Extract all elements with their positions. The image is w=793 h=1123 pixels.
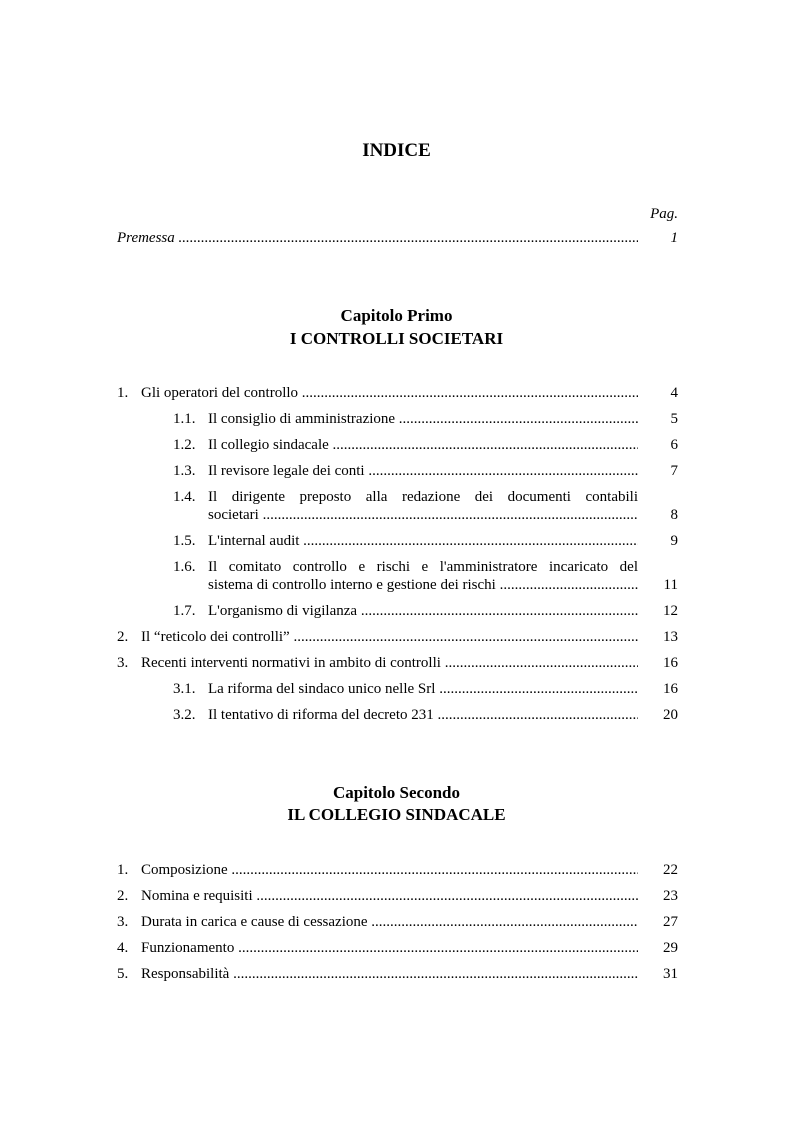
toc-entry-text: Il tentativo di riforma del decreto 231 ..... [208,706,638,724]
toc-entry[interactable] [117,861,678,879]
toc-entry[interactable] [173,558,678,594]
toc-entry-number: 1.1. [173,411,196,427]
toc-entry-number: 1.3. [173,463,196,479]
toc-entry-page: 9 [670,533,678,549]
toc-entry-number: 4. [117,940,129,956]
toc-entry[interactable] [117,939,678,957]
toc-entry-text: Responsabilità ..... [141,965,638,983]
toc-entry-text: La riforma del sindaco unico nelle Srl ..... [208,680,638,698]
toc-entry-page: 5 [670,411,678,427]
toc-entry-text: Il comitato controllo e rischi e l'amministratore incaricato del sistema di controllo interno e gestione dei rischi ..... [208,558,638,594]
toc-entry-text: Il collegio sindacale ..... [208,436,638,454]
toc-entry[interactable] [117,887,678,905]
toc-entry[interactable] [173,680,678,698]
toc-entry-number: 5. [117,966,129,982]
chapter-heading: Capitolo Primo [340,306,453,325]
toc-entry[interactable] [117,913,678,931]
toc-entry-page: 31 [663,966,678,982]
toc-entry-number: 1. [117,385,129,401]
toc-entry-number: 1.7. [173,603,196,619]
toc-entry[interactable] [173,436,678,454]
toc-entry-text: Premessa ..... [117,229,638,247]
toc-entry-text: Durata in carica e cause di cessazione ..... [141,913,638,931]
toc-entry-page: 12 [663,603,678,619]
toc-entry[interactable] [117,654,678,672]
toc-entry[interactable] [117,384,678,402]
chapter-heading: Capitolo Secondo [332,783,461,802]
toc-entry-premessa[interactable] [117,229,678,247]
toc-entry-text: Il revisore legale dei conti ..... [208,462,638,480]
toc-entry-text: Composizione ..... [141,861,638,879]
toc-entry-text: Recenti interventi normativi in ambito di controlli ..... [141,654,638,672]
toc-entry[interactable] [117,965,678,983]
toc-entry-page: 1 [670,230,678,246]
toc-entry-page: 22 [663,862,678,878]
chapter-subtitle: IL COLLEGIO SINDACALE [287,805,506,824]
toc-entry[interactable] [173,410,678,428]
page-column-label: Pag. [650,206,678,222]
toc-entry-text: Nomina e requisiti ..... [141,887,638,905]
toc-entry-number: 1.5. [173,533,196,549]
toc-entry-page: 11 [663,577,678,593]
toc-entry[interactable] [173,462,678,480]
toc-entry-number: 1.6. [173,559,196,575]
toc-entry-number: 1. [117,862,129,878]
toc-entry-page: 20 [663,707,678,723]
toc-entry-number: 1.2. [173,437,196,453]
toc-entry-number: 1.4. [173,489,196,505]
toc-entry-number: 3. [117,914,129,930]
toc-entry-number: 2. [117,629,129,645]
toc-entry[interactable] [173,532,678,550]
toc-entry[interactable] [117,628,678,646]
toc-entry-page: 16 [663,655,678,671]
toc-entry[interactable] [173,706,678,724]
chapter-subtitle: I CONTROLLI SOCIETARI [289,329,504,348]
toc-entry-page: 8 [670,507,678,523]
page-title: INDICE [362,140,431,161]
toc-entry-number: 3. [117,655,129,671]
toc-entry-page: 13 [663,629,678,645]
toc-entry[interactable] [173,488,678,524]
toc-entry-number: 3.2. [173,707,196,723]
toc-entry-text: L'organismo di vigilanza ..... [208,602,638,620]
toc-entry-text: Il dirigente preposto alla redazione dei documenti contabili societari ..... [208,488,638,524]
toc-entry-text: Il “reticolo dei controlli” ..... [141,628,638,646]
toc-entry[interactable] [173,602,678,620]
toc-entry-page: 6 [670,437,678,453]
toc-entry-text: Funzionamento ..... [141,939,638,957]
toc-entry-page: 23 [663,888,678,904]
toc-entry-text: Il consiglio di amministrazione ..... [208,410,638,428]
toc-entry-number: 3.1. [173,681,196,697]
toc-entry-page: 27 [663,914,678,930]
toc-entry-number: 2. [117,888,129,904]
toc-entry-text: Gli operatori del controllo ..... [141,384,638,402]
toc-entry-page: 29 [663,940,678,956]
toc-entry-page: 7 [670,463,678,479]
toc-entry-page: 16 [663,681,678,697]
toc-entry-page: 4 [670,385,678,401]
toc-entry-text: L'internal audit ..... [208,532,638,550]
